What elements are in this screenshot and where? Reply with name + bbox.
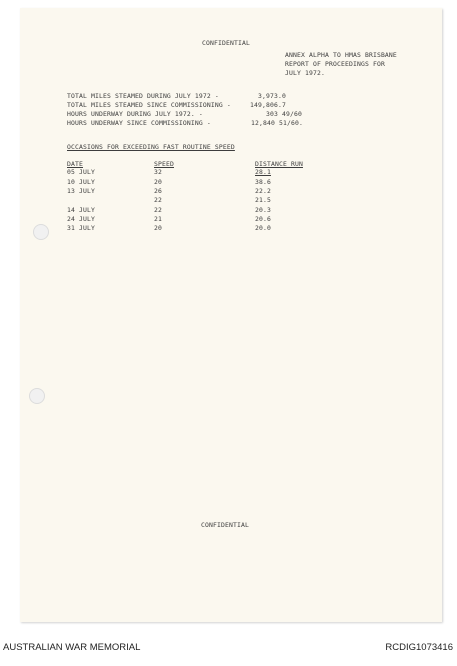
stat-value-1: 3,973.0 xyxy=(258,92,286,100)
row-date: 31 JULY xyxy=(67,224,95,232)
archive-reference: RCDIG1073416 xyxy=(385,642,453,653)
row-distance: 20.6 xyxy=(255,215,271,223)
row-distance: 28.1 xyxy=(255,168,271,176)
row-distance: 22.2 xyxy=(255,187,271,195)
stat-label-2: TOTAL MILES STEAMED SINCE COMMISSIONING - xyxy=(67,101,231,109)
row-date: 05 JULY xyxy=(67,168,95,176)
stat-value-3: 303 49/60 xyxy=(266,110,302,118)
row-speed: 20 xyxy=(154,178,162,186)
row-speed: 22 xyxy=(154,206,162,214)
stat-label-4: HOURS UNDERWAY SINCE COMMISSIONING - xyxy=(67,119,211,127)
row-distance: 20.3 xyxy=(255,206,271,214)
stat-label-3: HOURS UNDERWAY DURING JULY 1972. - xyxy=(67,110,203,118)
footer-classification: CONFIDENTIAL xyxy=(201,521,249,529)
punch-hole-bottom xyxy=(29,388,45,404)
row-date: 14 JULY xyxy=(67,206,95,214)
row-distance: 21.5 xyxy=(255,196,271,204)
row-speed: 32 xyxy=(154,168,162,176)
header-classification: CONFIDENTIAL xyxy=(202,39,250,47)
header-speed: SPEED xyxy=(154,160,174,168)
stat-value-4: 12,840 51/60. xyxy=(251,119,303,127)
row-date: 10 JULY xyxy=(67,178,95,186)
row-date: 24 JULY xyxy=(67,215,95,223)
header-date: DATE xyxy=(67,160,83,168)
row-speed: 22 xyxy=(154,196,162,204)
annex-line-2: REPORT OF PROCEEDINGS FOR xyxy=(285,60,385,68)
header-distance: DISTANCE RUN xyxy=(255,160,303,168)
table-title: OCCASIONS FOR EXCEEDING FAST ROUTINE SPEED xyxy=(67,143,235,151)
row-date: 13 JULY xyxy=(67,187,95,195)
row-distance: 20.0 xyxy=(255,224,271,232)
row-distance: 38.6 xyxy=(255,178,271,186)
row-speed: 21 xyxy=(154,215,162,223)
row-speed: 20 xyxy=(154,224,162,232)
annex-line-3: JULY 1972. xyxy=(285,69,325,77)
row-speed: 26 xyxy=(154,187,162,195)
stat-label-1: TOTAL MILES STEAMED DURING JULY 1972 - xyxy=(67,92,219,100)
archive-institution: AUSTRALIAN WAR MEMORIAL xyxy=(3,642,141,653)
annex-line-1: ANNEX ALPHA TO HMAS BRISBANE xyxy=(285,51,397,59)
stat-value-2: 149,806.7 xyxy=(250,101,286,109)
punch-hole-top xyxy=(33,224,49,240)
